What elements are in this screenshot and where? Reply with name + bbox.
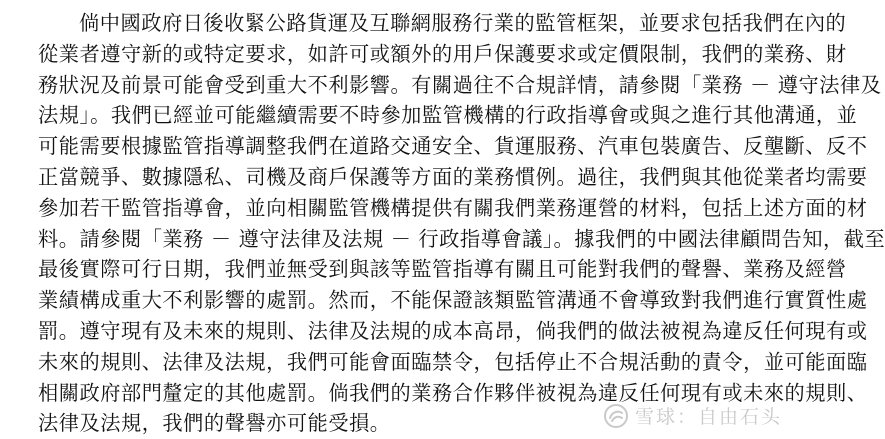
paragraph-line-12: 未來的規則、法律及法規，我們可能會面臨禁令，包括停止不合規活動的責令，並可能面臨	[38, 349, 868, 374]
paragraph-line-6: 正當競爭、數據隱私、司機及商戶保護等方面的業務慣例。過往，我們與其他從業者均需要	[38, 164, 868, 189]
paragraph-line-1: 倘中國政府日後收緊公路貨運及互聯網服務行業的監管框架，並要求包括我們在內的	[79, 11, 847, 35]
paragraph-line-8: 料。請參閱「業務 － 遵守法律及法規 － 行政指導會議」。據我們的中國法律顧問告知，截至	[38, 226, 885, 251]
paragraph-line-11: 罰。遵守現有及未來的規則、法律及法規的成本高昂，倘我們的做法被視為違反任何現有或	[38, 318, 868, 343]
paragraph-line-3: 務狀況及前景可能會受到重大不利影響。有關過往不合規詳情，請參閱「業務 － 遵守法律及	[38, 72, 882, 97]
paragraph-line-13: 相關政府部門釐定的其他處罰。倘我們的業務合作夥伴被視為違反任何現有或未來的規則、	[38, 380, 868, 405]
paragraph-line-10: 業績構成重大不利影響的處罰。然而，不能保證該類監管溝通不會導致對我們進行實質性處	[38, 288, 868, 313]
paragraph-line-4: 法規」。我們已經並可能繼續需要不時參加監管機構的行政指導會或與之進行其他溝通，並	[38, 103, 858, 128]
watermark-text: 雪球：自由石头	[634, 406, 782, 428]
paragraph-line-7: 參加若干監管指導會，並向相關監管機構提供有關我們業務運營的材料，包括上述方面的材	[38, 195, 868, 220]
watermark	[603, 402, 782, 429]
snowball-logo-icon	[603, 403, 629, 429]
paragraph-line-14: 法律及法規，我們的聲譽亦可能受損。	[38, 411, 391, 436]
paragraph-line-2: 從業者遵守新的或特定要求，如許可或額外的用戶保護要求或定價限制，我們的業務、財	[38, 41, 847, 66]
document-paragraph	[38, 8, 885, 439]
paragraph-line-5: 可能需要根據監管指導調整我們在道路交通安全、貨運服務、汽車包裝廣告、反壟斷、反不	[38, 134, 868, 159]
paragraph-line-9: 最後實際可行日期，我們並無受到與該等監管指導有關且可能對我們的聲譽、業務及經營	[38, 257, 847, 282]
